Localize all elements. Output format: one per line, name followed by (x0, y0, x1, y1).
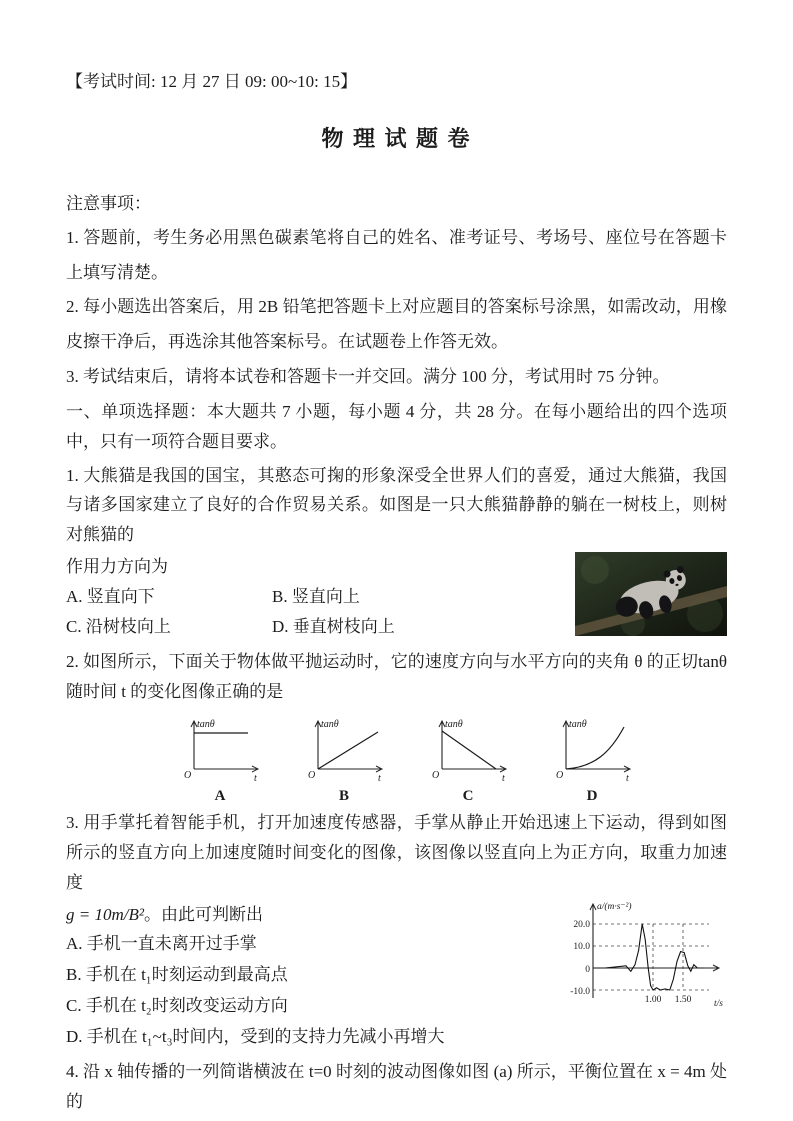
question-1 (66, 461, 727, 644)
question-1-text-tail: 作用力方向为 (66, 556, 168, 576)
q2-graph-a (178, 715, 262, 805)
q1-option-b: B. 竖直向上 (272, 586, 360, 606)
q3-option-d: D. 手机在 t₁~t₃时间内，受到的支持力先减小再增大 (66, 1027, 445, 1047)
y-axis-label: tanθ (569, 718, 587, 730)
question-4 (66, 1057, 727, 1117)
graph-letter-b: B (338, 787, 349, 804)
graph-letter-d: D (586, 787, 598, 804)
q1-option-d: D. 垂直树枝向上 (272, 617, 395, 637)
q2-graph-d (550, 715, 634, 805)
ytick-20: 20.0 (573, 919, 590, 930)
notice-item-1: 1. 答题前，考生务必用黑色碳素笔将自己的姓名、准考证号、考场号、座位号在答题卡上填写清楚。 (66, 227, 727, 282)
ytick-10: 10.0 (573, 941, 590, 952)
graph-letter-a: A (214, 787, 226, 804)
q3-option-b: B. 手机在 t₁时刻运动到最高点 (66, 965, 288, 985)
origin-label: O (556, 769, 564, 781)
y-axis-label: a/(m·s⁻²) (597, 901, 632, 912)
tan-theta-vs-t-graph-c (426, 715, 510, 783)
panda-photo (575, 552, 727, 636)
y-axis-label: tanθ (197, 718, 215, 730)
xtick-1-50: 1.50 (674, 994, 692, 1005)
origin-label: O (184, 769, 192, 781)
question-4-text: 4. 沿 x 轴传播的一列简谐横波在 t=0 时刻的波动图像如图 (a) 所示，平衡位置在 x = 4m 处的 (66, 1062, 727, 1111)
y-axis-label: tanθ (445, 718, 463, 730)
tan-theta-vs-t-graph-a (178, 715, 262, 783)
y-axis-label: tanθ (321, 718, 339, 730)
x-axis-label: t/s (714, 998, 723, 1009)
panda-on-branch-illustration (575, 552, 727, 636)
page-title: 物 理 试 题 卷 (321, 125, 472, 151)
notice-item-3: 3. 考试结束后，请将本试卷和答题卡一并交回。满分 100 分，考试用时 75 分钟。 (66, 367, 670, 387)
exam-time: 【考试时间: 12 月 27 日 09: 00~10: 15】 (66, 72, 358, 91)
gravity-formula: g = 10m/B² (66, 904, 144, 924)
x-axis-label: t (254, 772, 257, 783)
question-3-formula-rest: 。由此可判断出 (143, 904, 263, 924)
ytick-neg10: -10.0 (570, 986, 590, 997)
xtick-1-00: 1.00 (644, 994, 662, 1005)
question-2-text: 2. 如图所示，下面关于物体做平抛运动时，它的速度方向与水平方向的夹角 θ 的正切tanθ 随时间 t 的变化图像正确的是 (66, 652, 727, 702)
q3-option-a: A. 手机一直未离开过手掌 (66, 934, 257, 954)
notice-heading: 注意事项： (66, 193, 151, 213)
tan-theta-vs-t-graph-d (550, 715, 634, 783)
section-heading: 一、单项选择题：本大题共 7 小题，每小题 4 分，共 28 分。在每小题给出的四个选项中，只有一项符合题目要求。 (66, 402, 727, 451)
question-2 (66, 647, 727, 804)
q2-graph-b (302, 715, 386, 805)
x-axis-label: t (626, 772, 629, 783)
q1-option-a: A. 竖直向下 (66, 586, 155, 606)
notice-item-2: 2. 每小题选出答案后，用 2B 铅笔把答题卡上对应题目的答案标号涂黑，如需改动，用橡皮擦干净后，再选涂其他答案标号。在试题卷上作答无效。 (66, 297, 727, 352)
q2-graph-c (426, 715, 510, 805)
question-1-text: 1. 大熊猫是我国的国宝，其憨态可掬的形象深受全世界人们的喜爱，通过大熊猫，我国与诸多国家建立了良好的合作贸易关系。如图是一只大熊猫静静的躺在一树枝上，则树对熊猫的 (66, 465, 727, 545)
origin-label: O (432, 769, 440, 781)
ytick-0: 0 (585, 964, 590, 975)
origin-label: O (308, 769, 316, 781)
x-axis-label: t (378, 772, 381, 783)
q3-option-c: C. 手机在 t₂时刻改变运动方向 (66, 996, 288, 1016)
x-axis-label: t (502, 772, 505, 783)
graph-letter-c: C (462, 787, 474, 804)
q1-option-c: C. 沿树枝向上 (66, 617, 171, 637)
question-3-text: 3. 用手掌托着智能手机，打开加速度传感器，手掌从静止开始迅速上下运动，得到如图所示的竖直方向上加速度随时间变化的图像，该图像以竖直向上为正方向，取重力加速度 (66, 813, 727, 892)
acceleration-time-graph (557, 898, 727, 1021)
tan-theta-vs-t-graph-b (302, 715, 386, 783)
question-3 (66, 808, 727, 1053)
q2-answer-graphs (66, 715, 727, 805)
a-vs-t-plot (557, 898, 727, 1016)
